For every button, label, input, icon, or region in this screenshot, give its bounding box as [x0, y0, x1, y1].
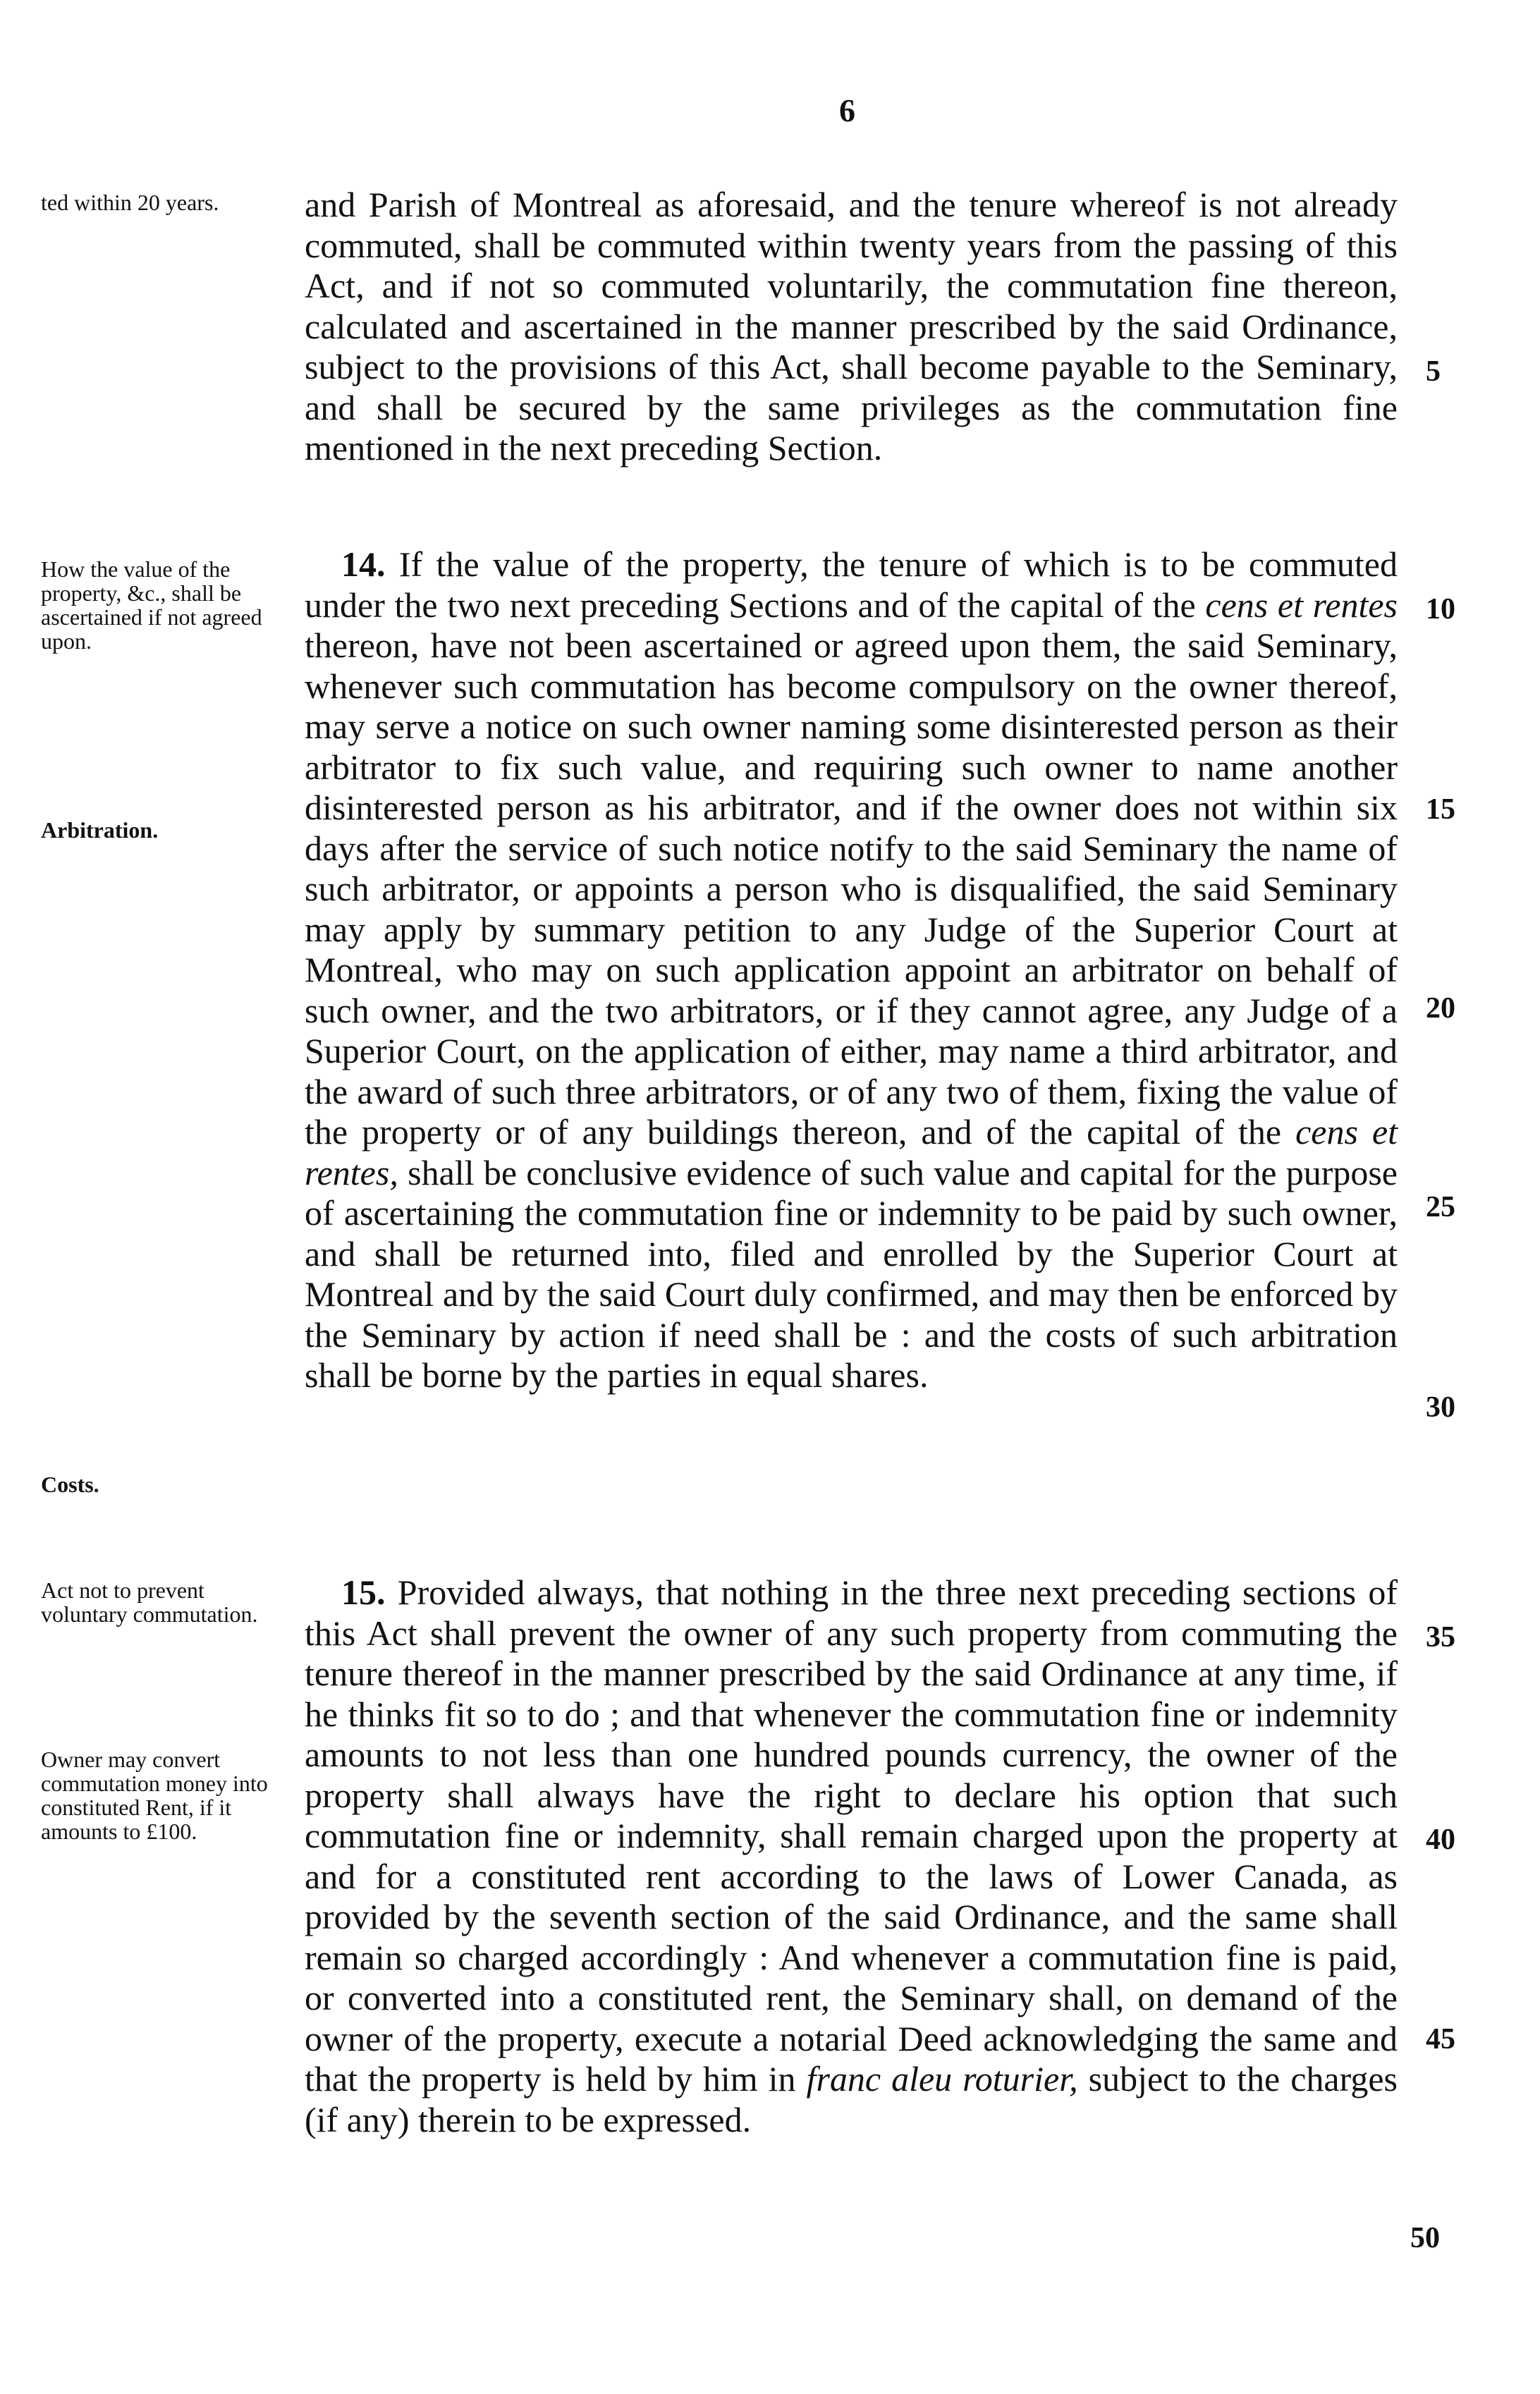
section-14-paragraph: [305, 544, 1398, 1396]
line-number-50: 50: [1410, 2222, 1440, 2254]
section-14-text-c: shall be conclusive evidence of such value and capital for the purpose of ascertaining the commutation fine or indemnity to be paid by such owner, and shall be returned into, filed and enrolled by the Superior Court at Montreal and by the said Court duly confirmed, and may then be enforced by the Seminary by action if need shall be : and the costs of such arbitration shall be borne by the parties in equal shares.: [305, 1152, 1398, 1395]
margin-note-costs: Costs.: [41, 1472, 99, 1497]
section-15: [305, 1572, 1398, 2140]
section-15-text-b: subject to the charges (if any) therein to be expressed.: [305, 2059, 1398, 2139]
section-15-number: 15.: [341, 1572, 386, 1612]
margin-note-constituted-rent: Owner may convert commutation money into constituted Rent, if it amounts to £100.: [41, 1747, 268, 1844]
section-14-italic-2: cens et rentes,: [305, 1112, 1398, 1192]
page-number: 6: [839, 92, 855, 128]
margin-note-voluntary-commutation: Act not to prevent voluntary commutation.: [41, 1577, 258, 1627]
line-number-5: 5: [1426, 355, 1441, 388]
line-number-45: 45: [1426, 2023, 1455, 2056]
margin-note-value-ascertained: How the value of the property, &c., shall be ascertained if not agreed upon.: [41, 556, 262, 654]
section-15-italic: franc aleu roturier,: [806, 2059, 1078, 2099]
section-14: [305, 544, 1398, 1396]
line-number-30: 30: [1426, 1391, 1455, 1424]
line-number-15: 15: [1426, 793, 1455, 826]
section-14-text-b: thereon, have not been ascertained or agreed upon them, the said Seminary, whenever such commutation has become compulsory on the owner thereof, may serve a notice on such owner naming some disinterested person as their arbitrator to fix such value, and requiring such owner to name another disinterested person as his arbitrator, and if the owner does not within six days after the service of such notice notify to the said Seminary the name of such arbitrator, or appoints a person who is disqualified, the said Seminary may apply by summary petition to any Judge of the Superior Court at Montreal, who may on such application appoint an arbitrator on behalf of such owner, and the two arbitrators, or if they cannot agree, any Judge of a Superior Court, on the application of either, may name a third arbitrator, and the award of such three arbitrators, or of any two of them, fixing the value of the property or of any buildings thereon, and of the capital of the: [305, 625, 1398, 1152]
margin-note-tenure-commuted: ted within 20 years.: [41, 190, 219, 215]
continuation-text: and Parish of Montreal as aforesaid, and the tenure whereof is not already commuted, shall be commuted within twenty years from the passing of this Act, and if not so commuted voluntarily, the commutation fine thereon, calculated and ascertained in the manner prescribed by the said Ordinance, subject to the provisions of this Act, shall become payable to the Seminary, and shall be secured by the same privileges as the commutation fine mentioned in the next preceding Section.: [305, 185, 1398, 468]
section-continuation: [305, 185, 1398, 469]
section-14-text-a: If the value of the property, the tenure of which is to be commuted under the two next preceding Sections and of the capital of the: [305, 544, 1398, 625]
line-number-40: 40: [1426, 1824, 1455, 1856]
line-number-25: 25: [1426, 1191, 1455, 1223]
line-number-35: 35: [1426, 1621, 1455, 1654]
line-number-20: 20: [1426, 992, 1455, 1025]
line-number-10: 10: [1426, 593, 1455, 625]
section-14-italic-1: cens et rentes: [1205, 585, 1398, 625]
section-14-number: 14.: [341, 544, 386, 584]
margin-note-arbitration: Arbitration.: [41, 817, 159, 843]
section-15-text-a: Provided always, that nothing in the three next preceding sections of this Act shall prevent the owner of any such property from commuting the tenure thereof in the manner prescribed by the said Ordinance at any time, if he thinks fit so to do ; and that whenever the commutation fine or indemnity amounts to not less than one hundred pounds currency, the owner of the property shall always have the right to declare his option that such commutation fine or indemnity, shall remain charged upon the property at and for a constituted rent according to the laws of Lower Canada, as provided by the seventh section of the said Ordinance, and the same shall remain so charged accordingly : And whenever a commutation fine is paid, or converted into a constituted rent, the Seminary shall, on demand of the owner of the property, execute a notarial Deed acknowledging the same and that the property is held by him in: [305, 1572, 1398, 2099]
section-15-paragraph: [305, 1572, 1398, 2140]
